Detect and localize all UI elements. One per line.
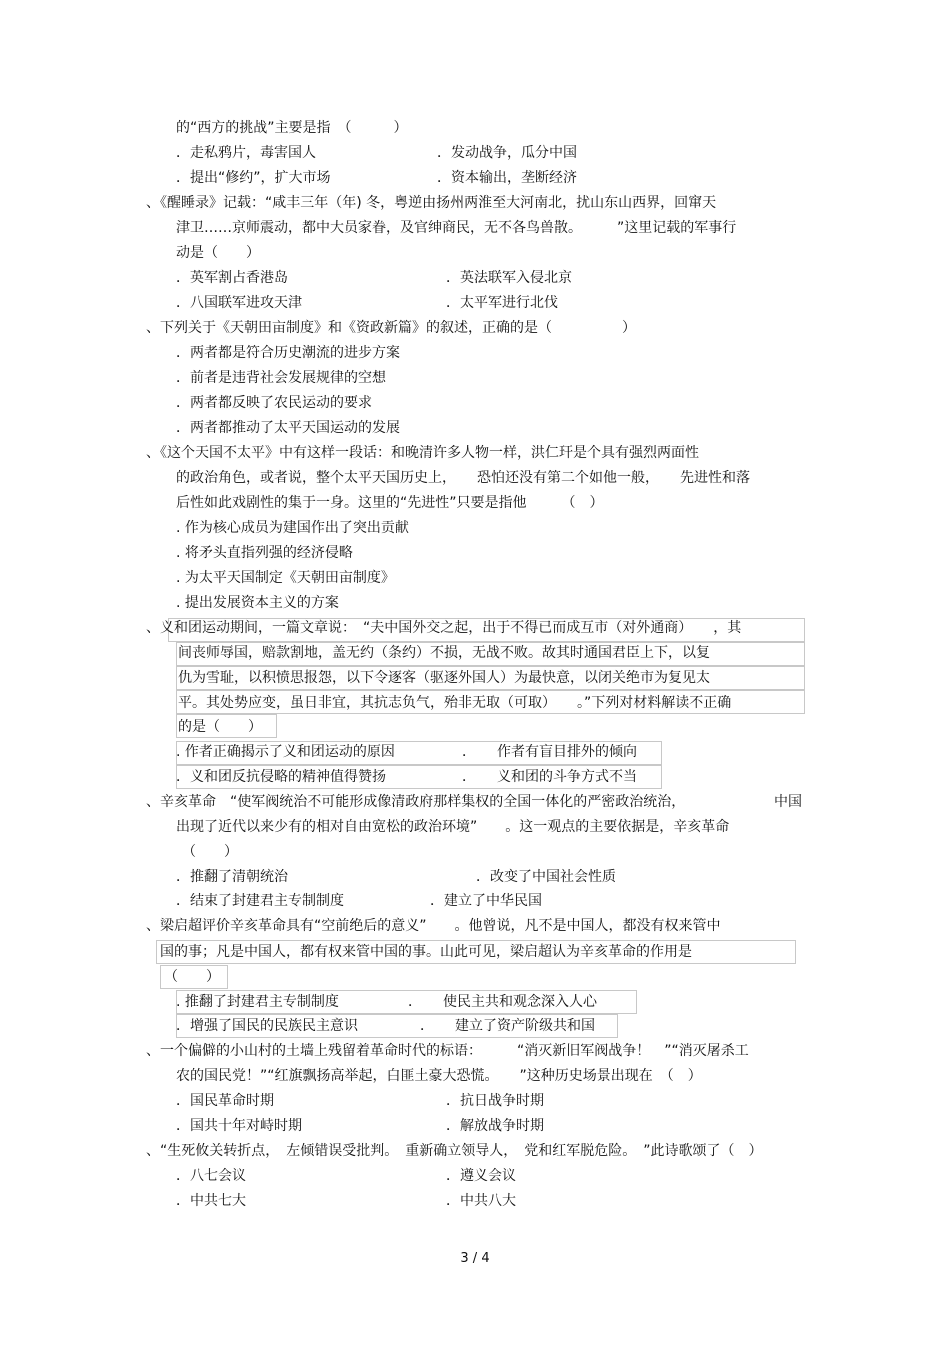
option-b: ．发动战争，瓜分中国 bbox=[437, 145, 577, 161]
option-b: ．前者是违背社会发展规律的空想 bbox=[176, 370, 386, 386]
option-c: ．提出“修约”，扩大市场 bbox=[176, 170, 331, 186]
option-a: ．国民革命时期 bbox=[176, 1093, 274, 1109]
option-c: ．国共十年对峙时期 bbox=[176, 1118, 302, 1134]
option-a: . 作者正确揭示了义和团运动的原因 bbox=[176, 744, 395, 760]
question-stem: 、“生死攸关转折点， 左倾错误受批判。 重新确立领导人， 党和红军脱危险。 ”此诗歌颂了（ ） bbox=[146, 1143, 763, 1159]
option-b: ．英法联军入侵北京 bbox=[446, 270, 572, 286]
option-a: . 推翻了封建君主专制制度 bbox=[176, 994, 339, 1010]
question-stem: 、《这个天国不太平》中有这样一段话：和晚清许多人物一样，洪仁玕是个具有强烈两面性 bbox=[146, 445, 699, 461]
option-d: ．太平军进行北伐 bbox=[446, 295, 558, 311]
option-b: ． 作者有盲目排外的倾向 bbox=[462, 744, 637, 760]
question-stem: 、一个偏僻的小山村的土墙上残留着革命时代的标语： “消灭新旧军阀战争！ ”“消灭屠杀工 bbox=[146, 1043, 749, 1059]
option-b: . 将矛头直指列强的经济侵略 bbox=[176, 545, 353, 561]
option-a: ．八七会议 bbox=[176, 1168, 246, 1184]
option-a: ．两者都是符合历史潮流的进步方案 bbox=[176, 345, 400, 361]
option-d: ．中共八大 bbox=[446, 1193, 516, 1209]
option-d: ． 建立了资产阶级共和国 bbox=[420, 1018, 595, 1034]
option-a: ．走私鸦片，毒害国人 bbox=[176, 145, 316, 161]
question-stem: 动是（ ） bbox=[176, 245, 260, 261]
option-d: ．两者都推动了太平天国运动的发展 bbox=[176, 420, 400, 436]
option-c: ．义和团反抗侵略的精神值得赞扬 bbox=[176, 769, 386, 785]
option-c: . 为太平天国制定《天朝田亩制度》 bbox=[176, 570, 395, 586]
option-c: ．结束了封建君主专制制度 bbox=[176, 893, 344, 909]
option-a: ．英军割占香港岛 bbox=[176, 270, 288, 286]
option-d: ．解放战争时期 bbox=[446, 1118, 544, 1134]
option-d: . 提出发展资本主义的方案 bbox=[176, 595, 339, 611]
question-stem: 后性如此戏剧性的集于一身。这里的“先进性”只要是指他 （ ） bbox=[176, 495, 604, 511]
question-stem: 的政治角色，或者说，整个太平天国历史上， 恐怕还没有第二个如他一般， 先进性和落 bbox=[176, 470, 750, 486]
question-stem: 、《醒睡录》记载：“咸丰三年（年) 冬，粤逆由扬州两淮至大河南北，扰山东山西界，回窜天 bbox=[146, 195, 717, 211]
option-d: ．资本输出，垄断经济 bbox=[437, 170, 577, 186]
question-stem: 农的国民党！”“红旗飘扬高举起，白匪土豪大恐慌。 ”这种历史场景出现在 （ ） bbox=[176, 1068, 702, 1084]
question-stem: 平。其处势应变，虽日非宜，其抗志负气，殆非无取（可取） 。”下列对材料解读不正确 bbox=[178, 695, 732, 711]
question-stem: （ ） bbox=[182, 844, 238, 860]
option-a: . 作为核心成员为建国作出了突出贡献 bbox=[176, 520, 409, 536]
question-stem: 中国 bbox=[774, 794, 802, 810]
option-b: ．抗日战争时期 bbox=[446, 1093, 544, 1109]
question-stem: 仇为雪耻，以积愤思报怨，以下令逐客（驱逐外国人）为最快意，以闭关绝市为复见太 bbox=[178, 670, 710, 686]
question-stem: 、义和团运动期间，一篇文章说： “夫中国外交之起，出于不得已而成互市（对外通商） ，其 bbox=[146, 620, 742, 636]
question-stem: 、辛亥革命 “使军阀统治不可能形成像清政府那样集权的全国一体化的严密政治统治， bbox=[146, 794, 686, 810]
option-c: ．增强了国民的民族民主意识 bbox=[176, 1018, 358, 1034]
question-stem: 、下列关于《天朝田亩制度》和《资政新篇》的叙述，正确的是（ ） bbox=[146, 320, 636, 336]
question-stem: 、梁启超评价辛亥革命具有“空前绝后的意义” 。他曾说，凡不是中国人，都没有权来管中 bbox=[146, 918, 721, 934]
page-number: 3 / 4 bbox=[460, 1251, 490, 1266]
question-stem: （ ） bbox=[164, 969, 220, 985]
option-d: ．建立了中华民国 bbox=[430, 893, 542, 909]
question-stem: 出现了近代以来少有的相对自由宽松的政治环境” 。这一观点的主要依据是，辛亥革命 bbox=[176, 819, 730, 835]
option-a: ．推翻了清朝统治 bbox=[176, 869, 288, 885]
question-stem: 的“西方的挑战”主要是指 （ ） bbox=[176, 120, 408, 136]
option-b: ． 使民主共和观念深入人心 bbox=[408, 994, 597, 1010]
question-stem: 津卫……京师震动，都中大员家眷，及官绅商民，无不各鸟兽散。 ”这里记载的军事行 bbox=[176, 220, 737, 236]
question-stem: 的是（ ） bbox=[178, 719, 262, 735]
option-b: ．改变了中国社会性质 bbox=[476, 869, 616, 885]
option-c: ．中共七大 bbox=[176, 1193, 246, 1209]
question-stem: 国的事；凡是中国人，都有权来管中国的事。山此可见，梁启超认为辛亥革命的作用是 bbox=[160, 944, 692, 960]
option-d: ． 义和团的斗争方式不当 bbox=[462, 769, 637, 785]
option-c: ．八国联军进攻天津 bbox=[176, 295, 302, 311]
question-stem: 间丧师辱国，赔款割地，盖无约（条约）不损，无战不败。故其时通国君臣上下，以复 bbox=[178, 645, 710, 661]
option-b: ．遵义会议 bbox=[446, 1168, 516, 1184]
option-c: ．两者都反映了农民运动的要求 bbox=[176, 395, 372, 411]
